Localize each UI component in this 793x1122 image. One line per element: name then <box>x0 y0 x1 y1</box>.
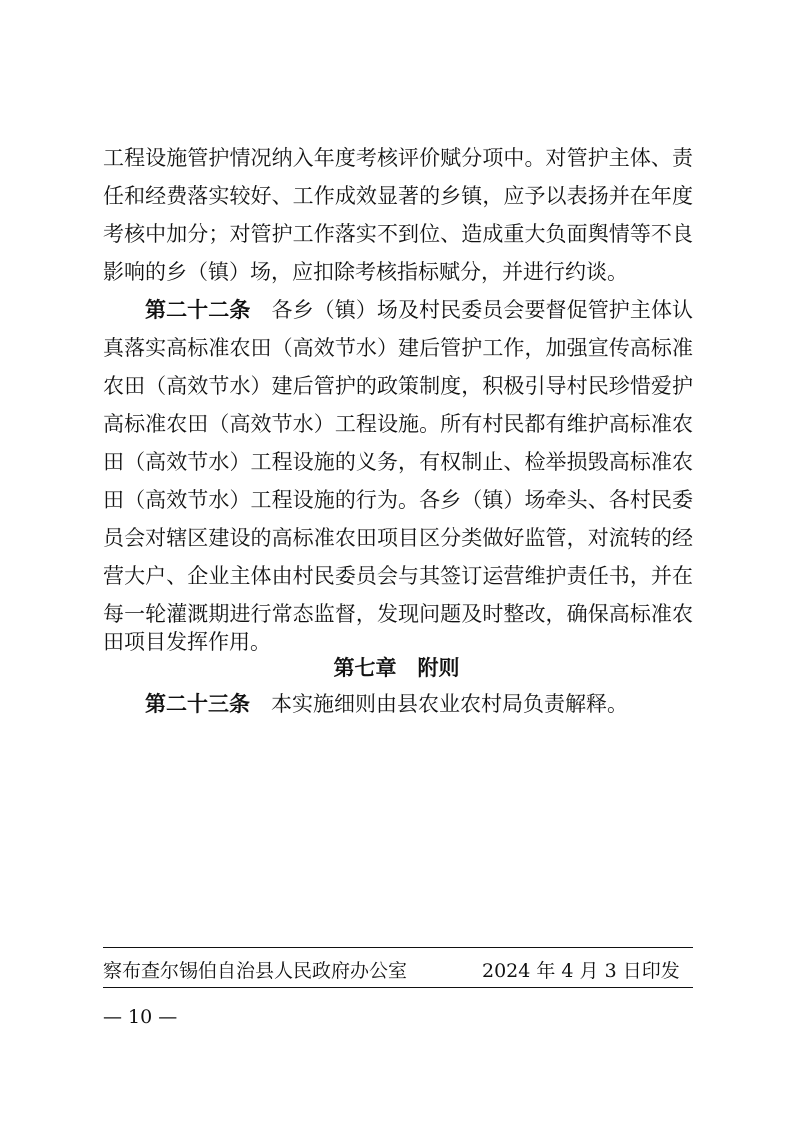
chapter-title: 第七章 附则 <box>333 656 460 680</box>
issuer-name: 察布查尔锡伯自治县人民政府办公室 <box>103 960 408 982</box>
paragraph-line: 任和经费落实较好、工作成效显著的乡镇，应予以表扬并在年度 <box>103 184 693 208</box>
article-22-text: 各乡（镇）场及村民委员会要督促管护主体认 <box>271 298 694 322</box>
paragraph-line: 考核中加分；对管护工作落实不到位、造成重大负面舆情等不良 <box>103 222 693 246</box>
paragraph-line: 农田（高效节水）建后管护的政策制度，积极引导村民珍惜爱护 <box>103 374 693 398</box>
paragraph-line: 田项目发挥作用。 <box>103 630 271 654</box>
article-23-heading: 第二十三条 <box>145 692 250 716</box>
paragraph-line: 田（高效节水）工程设施的行为。各乡（镇）场牵头、各村民委 <box>103 488 693 512</box>
page-number: — 10 — <box>103 1006 178 1028</box>
paragraph-line: 员会对辖区建设的高标准农田项目区分类做好监管，对流转的经 <box>103 526 693 550</box>
article-23-line <box>145 689 693 719</box>
paragraph-line: 田（高效节水）工程设施的义务，有权制止、检举损毁高标准农 <box>103 450 693 474</box>
paragraph-line: 每一轮灌溉期进行常态监督，发现问题及时整改，确保高标准农 <box>103 602 693 626</box>
paragraph-line: 影响的乡（镇）场，应扣除考核指标赋分，并进行约谈。 <box>103 260 628 284</box>
article-23-text: 本实施细则由县农业农村局负责解释。 <box>271 692 628 716</box>
footer-bottom-rule <box>103 987 693 988</box>
paragraph-line: 营大户、企业主体由村民委员会与其签订运营维护责任书，并在 <box>103 564 693 588</box>
paragraph-line: 工程设施管护情况纳入年度考核评价赋分项中。对管护主体、责 <box>103 146 693 170</box>
article-22-first-line <box>145 295 693 325</box>
footer-top-rule <box>103 947 693 948</box>
paragraph-line: 真落实高标准农田（高效节水）建后管护工作，加强宣传高标准 <box>103 336 693 360</box>
article-22-heading: 第二十二条 <box>145 298 251 322</box>
issue-date: 2024 年 4 月 3 日印发 <box>482 960 680 982</box>
paragraph-line: 高标准农田（高效节水）工程设施。所有村民都有维护高标准农 <box>103 412 693 436</box>
